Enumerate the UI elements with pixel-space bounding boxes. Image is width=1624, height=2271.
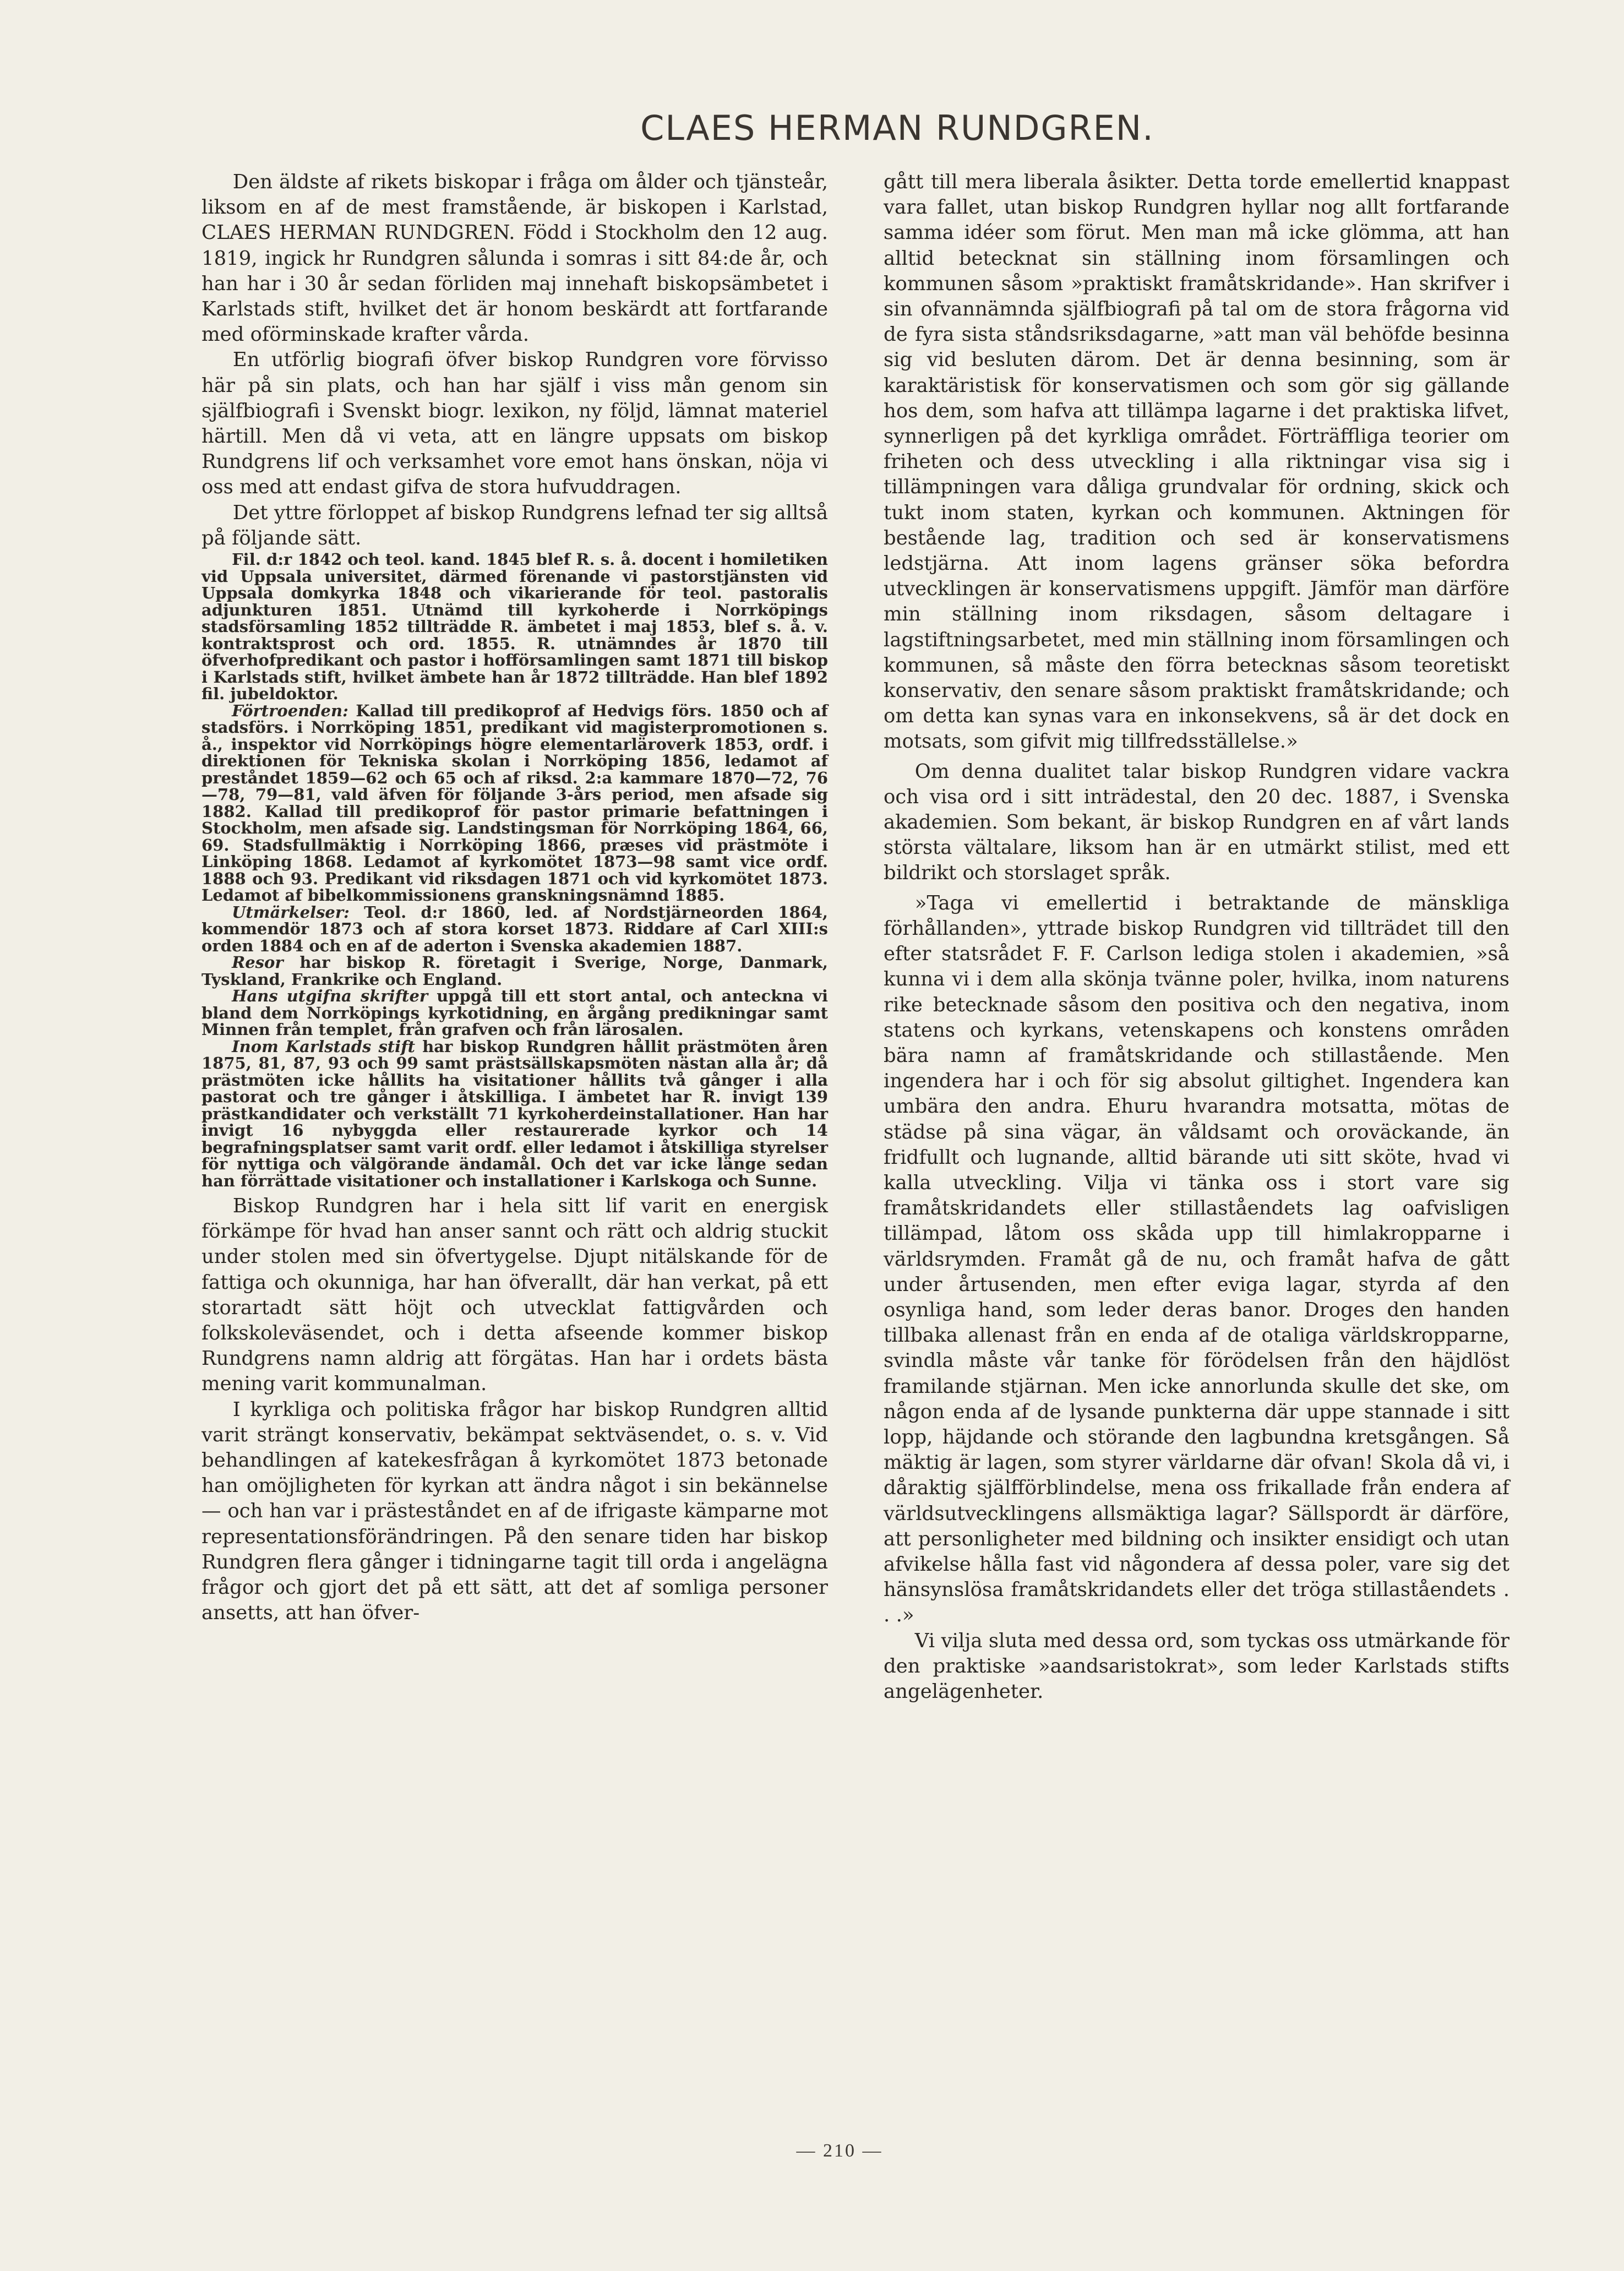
closing-paragraph-2: I kyrkliga och politiska frågor har biskop Rundgren alltid varit strängt konservativ, bekämpat sektväsendet, o. s. v. Vid behandlingen af katekesfrågan å kyrkomötet 1873 betonade han omöjligheten för kyrkan att ändra något i sin bekännelse — och han var i prästeståndet en af de ifrigaste kämparne mot representationsförändringen. På den senare tiden har biskop Rundgren flera gånger i tidningarne tagit till orda i angelägna frågor och gjort det på ett sätt, att det af somliga personer ansetts, att han öfver- <box>201 1398 828 1625</box>
closing-paragraph-1: Biskop Rundgren har i hela sitt lif varit en energisk förkämpe för hvad han anser sannt och rätt och aldrig stuckit under stolen med sin öfvertygelse. Djupt nitälskande för de fattiga och okunniga, har han öfverallt, där han verkat, på ett storartadt sätt höjt och utvecklat fattigvården och folkskoleväsendet, och i detta afseende kommer biskop Rundgrens namn aldrig att förgätas. Han har i ordets bästa mening varit kommunalman. <box>201 1195 828 1396</box>
details-text-career: Fil. d:r 1842 och teol. kand. 1845 blef R. s. å. docent i homiletiken vid Uppsala universitet, därmed förenande vi pastorstjänsten vid Uppsala domkyrka 1848 och vikarierande för teol. pastoralis adjunkturen 1851. Utnämd till kyrkoherde i Norrköpings stadsförsamling 1852 tillträdde R. ämbetet i maj 1853, blef s. å. v. kontraktsprost och ord. 1855. R. utnämndes år 1870 till öfverhofpredikant och pastor i hofförsamlingen samt 1871 till biskop i Karlstads stift, hvilket ämbete han år 1872 tillträdde. Han blef 1892 fil. jubeldoktor. <box>201 550 828 704</box>
page-number: — 210 — <box>796 2141 883 2161</box>
details-text-utmarkelser: Teol. d:r 1860, led. af Nordstjärneorden 1864, kommendör 1873 och af stora korset 1873. Riddare af Carl XIII:s orden 1884 och en af de aderton i Svenska akademien 1887. <box>201 902 828 955</box>
right-paragraph-3: »Taga vi emellertid i betraktande de mänskliga förhållanden», yttrade biskop Rundgren vid tillträdet till den efter statsrådet F. F. Carlson lediga stolen i akademien, »så kunna vi i dem alla skönja tvänne poler, hvilka, inom naturens rike betecknade såsom den positiva och den negativa, inom statens och kyrkans, vetenskapens och konstens områden bära namn af framåtskridande och stillastående. Men ingendera har i och för sig absolut giltighet. Ingendera kan umbära den andra. Ehuru hvarandra motsatta, mötas de städse på sina vägar, än våldsamt och oroväckande, än fridfullt och lugnande, alltid bärande uti sitt sköte, hvad vi kalla utveckling. Vilja vi tänka oss i stort vare sig framåtskridandets eller stillaståendets lag oafvisligen tillämpad, låtom oss skåda upp till himlakropparne i världsrymden. Framåt gå de nu, och framåt hafva de gått under årtusenden, men efter eviga lagar, styrda af den osynliga hand, som leder deras banor. Droges den handen tillbaka allenast från en enda af de otaliga världskropparne, svindla måste vår tanke för förödelsen från den häjdlöst framilande stjärnan. Men icke annorlunda skulle det ske, om någon enda af de lysande punkterna där uppe stannade i sitt lopp, häjdande och störande den lagbundna kretsgången. Så mäktig är lagen, som styrer världarne där ofvan! Skola då vi, i dåraktig själfförblindelse, mena oss frikallade från endera af världsutvecklingens allsmäktiga lagar? Sällspordt är därföre, att personligheter med bildning och insikter ensidigt och utan afvikelse hålla fast vid någondera af dessa poler, vare sig det hänsynslösa framåtskridandets eller det tröga stillaståendets . . .» <box>884 891 1509 1627</box>
details-text-fortroenden: Kallad till predikoprof af Hedvigs förs. 1850 och af stadsförs. i Norrköping 1851, predikant vid magisterpromotionen s. å., inspektor vid Norrköpings högre elementarläroverk 1853, ordf. i direktionen för Tekniska skolan i Norrköping 1856, ledamot af preståndet 1859—62 och 65 och af riksd. 2:a kammare 1870—72, 76—78, 79—81, vald äfven för följande 3-års period, men afsade sig 1882. Kallad till predikoprof för pastor primarie befattningen i Stockholm, men afsade sig. Landstingsman för Norrköping 1864, 66, 69. Stadsfullmäktig i Norrköping 1866, præses vid prästmöte i Linköping 1868. Ledamot af kyrkomötet 1873—98 samt vice ordf. 1888 och 93. Predikant vid riksdagen 1871 och vid kyrkomötet 1873. Ledamot af bibelkommissionens granskningsnämnd 1885. <box>201 701 828 905</box>
details-block-karlstad <box>201 1038 828 1190</box>
right-column <box>884 170 1509 1704</box>
left-column <box>201 170 828 1626</box>
details-label-skrifter: Hans utgifna skrifter <box>232 987 428 1006</box>
intro-paragraph-3: Det yttre förloppet af biskop Rundgrens lefnad ter sig alltså på följande sätt. <box>201 501 828 549</box>
right-paragraph-2: Om denna dualitet talar biskop Rundgren vidare vackra och visa ord i sitt inträdestal, den 20 dec. 1887, i Svenska akademien. Som bekant, är biskop Rundgren en af vårt lands största vältalare, liksom han är en utmärkt stilist, med ett bildrikt och storslaget språk. <box>884 760 1509 885</box>
details-label-fortroenden: Förtroenden: <box>232 701 348 720</box>
intro-paragraph-2: En utförlig biografi öfver biskop Rundgren vore förvisso här på sin plats, och han har själf i viss mån genom sin själfbiografi i Svenskt biogr. lexikon, ny följd, lämnat materiel härtill. Men då vi veta, att en längre uppsats om biskop Rundgrens lif och verksamhet vore emot hans önskan, nöja vi oss med att endast gifva de stora hufvuddragen. <box>201 348 828 499</box>
details-block-resor <box>201 954 828 988</box>
details-label-karlstad: Inom Karlstads stift <box>232 1037 416 1056</box>
right-paragraph-1: gått till mera liberala åsikter. Detta torde emellertid knappast vara fallet, utan biskop Rundgren hyllar nog allt fortfarande samma idéer som förut. Men man må icke glömma, att han alltid betecknat sin ställning inom församlingen och kommunen såsom »praktiskt framåtskridande». Han skrifver i sin ofvannämnda själfbiografi på tal om de stora frågorna vid de fyra sista ståndsriksdagarne, »att man väl behöfde besinna sig vid besluten därom. Det är denna besinning, som är karaktäristisk för konservatismen och som gör sig gällande hos dem, som hafva att tillämpa lagarne i det praktiska lifvet, synnerligen på det kyrkliga området. Förträffliga teorier om friheten och dess utveckling i alla riktningar visa sig i tillämpningen vara dåliga grundvalar för ordning, skick och tukt inom staten, kyrkan och kommunen. Aktningen för bestående lag, tradition och sed är konservatismens ledstjärna. Att inom lagens gränser söka befordra utvecklingen är konservatismens uppgift. Jämför man därföre min ställning inom riksdagen, såsom deltagare i lagstiftningsarbetet, med min ställning inom församlingen och kommunen, så måste den förra betecknas såsom teoretiskt konservativ, den senare såsom praktiskt framåtskridande; och om detta kan synas vara en inkonsekvens, så är det dock en motsats, som gifvit mig tillfredsställelse.» <box>884 171 1509 753</box>
details-text-skrifter: uppgå till ett stort antal, och anteckna vi bland dem Norrköpings kyrkotidning, en årgång predikningar samt Minnen från templet, från grafven och från lärosalen. <box>201 987 828 1039</box>
details-block-utmarkelser <box>201 904 828 955</box>
details-text-resor: har biskop R. företagit i Sverige, Norge, Danmark, Tyskland, Frankrike och England. <box>201 953 828 989</box>
right-paragraph-4: Vi vilja sluta med dessa ord, som tyckas oss utmärkande för den praktiske »aandsaristokrat», som leder Karlstads stifts angelägenheter. <box>884 1629 1509 1703</box>
intro-paragraph-1: Den äldste af rikets biskopar i fråga om ålder och tjänsteår, liksom en af de mest framstående, är biskopen i Karlstad, CLAES HERMAN RUNDGREN. Född i Stockholm den 12 aug. 1819, ingick hr Rundgren sålunda i somras i sitt 84:de år, och han har i 30 år sedan förliden maj innehaft biskopsämbetet i Karlstads stift, hvilket det är honom beskärdt att fortfarande med oförminskade krafter vårda. <box>201 171 828 346</box>
details-label-utmarkelser: Utmärkelser: <box>232 902 350 922</box>
details-block-skrifter <box>201 988 828 1038</box>
page-title: CLAES HERMAN RUNDGREN. <box>640 108 1154 148</box>
details-block-fortroenden <box>201 702 828 904</box>
details-block-career <box>201 551 828 702</box>
details-label-resor: Resor <box>232 953 284 972</box>
details-text-karlstad: har biskop Rundgren hållit prästmöten åren 1875, 81, 87, 93 och 99 samt prästsällskapsmöten nästan alla år; då prästmöten icke hållits ha visitationer hållits två gånger i alla pastorat och tre gånger i åtskilliga. I ämbetet har R. invigt 139 prästkandidater och verkställt 71 kyrkoherdeinstallationer. Han har invigt 16 nybyggda eller restaurerade kyrkor och 14 begrafningsplatser samt varit ordf. eller ledamot i åtskilliga styrelser för nyttiga och välgörande ändamål. Och det var icke länge sedan han förrättade visitationer och installationer i Karlskoga och Sunne. <box>201 1037 828 1190</box>
